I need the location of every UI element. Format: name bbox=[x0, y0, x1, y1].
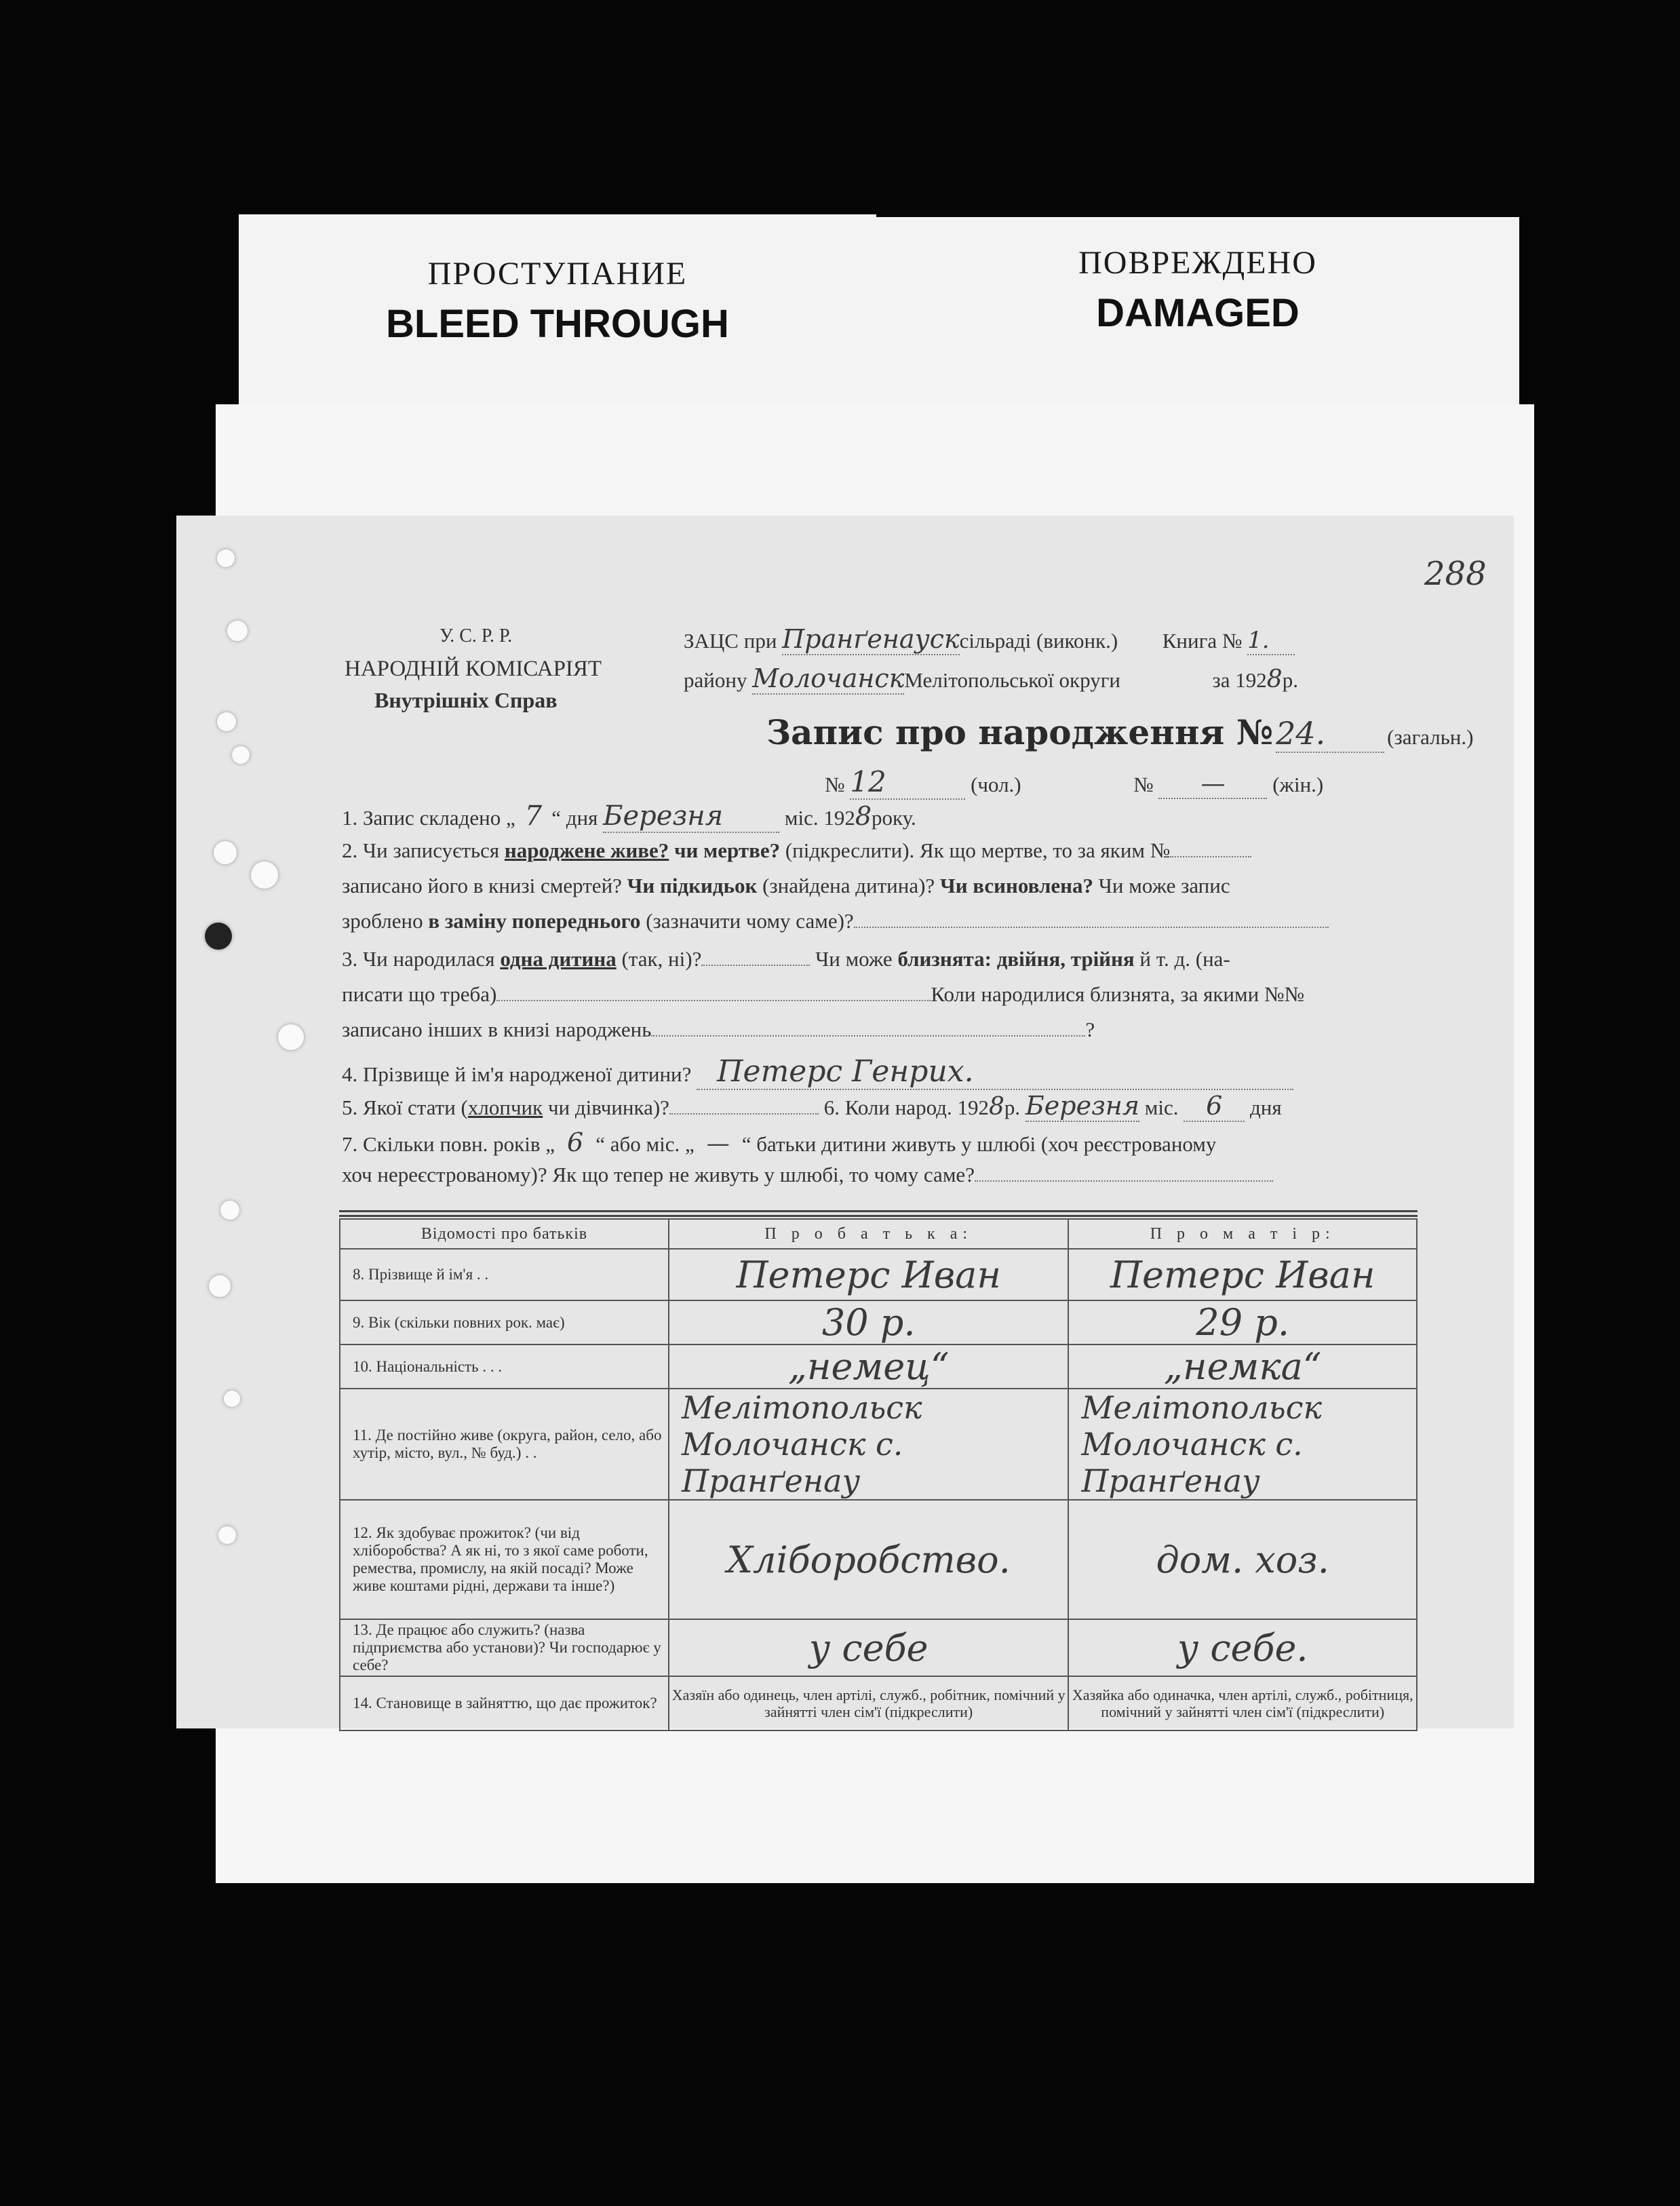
q2-l: (зазначити чому саме)? bbox=[646, 909, 854, 933]
bleed-through-card bbox=[239, 214, 876, 411]
question-7-line-1 bbox=[342, 1127, 1216, 1157]
question-4 bbox=[342, 1054, 1293, 1090]
parents-table bbox=[339, 1218, 1418, 1731]
damaged-label-en: DAMAGED bbox=[1096, 291, 1300, 335]
q5-c: чи дівчинка)? bbox=[547, 1096, 669, 1119]
table-row bbox=[340, 1344, 1417, 1389]
question-1 bbox=[342, 800, 916, 833]
birth-record-document bbox=[176, 516, 1514, 1728]
q3-d: Чи може bbox=[815, 947, 893, 971]
q3-g: писати що треба) bbox=[342, 982, 497, 1006]
q1-prefix: 1. Запис складено „ bbox=[342, 806, 515, 830]
q2-a: 2. Чи записується bbox=[342, 838, 500, 862]
raion-line bbox=[684, 663, 1298, 693]
mother-nationality: „немка“ bbox=[1068, 1344, 1417, 1389]
mother-name: Петерс Иван bbox=[1068, 1249, 1417, 1300]
question-2-line-3 bbox=[342, 909, 1329, 933]
q3-e: близнята: двійня, трійня bbox=[897, 947, 1135, 971]
q2-g: (знайдена дитина)? bbox=[762, 874, 935, 897]
punch-hole bbox=[251, 862, 278, 889]
q3-h: Коли народилися близнята, за якими №№ bbox=[931, 982, 1305, 1006]
record-title: Запис про народження № bbox=[766, 712, 1274, 752]
q1-day: 7 bbox=[524, 800, 543, 832]
punch-hole bbox=[217, 712, 236, 731]
q1-year: 8 bbox=[855, 801, 872, 831]
q7-a: 7. Скільки повн. років „ bbox=[342, 1132, 555, 1156]
q5-a: 5. Якої стати ( bbox=[342, 1096, 468, 1119]
marriage-years: 6 bbox=[567, 1127, 584, 1157]
question-7-line-2 bbox=[342, 1163, 1273, 1187]
question-2-line-1 bbox=[342, 838, 1251, 863]
q7-d: хоч нереєстрованому)? Як що тепер не живуть у шлюбі, то чому саме? bbox=[342, 1163, 975, 1186]
birth-month: Березня bbox=[1025, 1091, 1140, 1121]
bleed-through-label-en: BLEED THROUGH bbox=[386, 302, 729, 346]
punch-hole bbox=[209, 1275, 231, 1297]
header-mother: П р о м а т і р: bbox=[1068, 1219, 1417, 1249]
okruha: Мелітопольської округи bbox=[904, 668, 1121, 692]
q2-i: Чи може запис bbox=[1098, 874, 1230, 897]
header-internal-affairs: Внутрішніх Справ bbox=[374, 688, 558, 712]
row-label: 11. Де постійно живе (округа, район, село, або хутір, місто, вул., № буд.) . . bbox=[340, 1389, 669, 1500]
record-title-line bbox=[766, 712, 1473, 753]
q3-b: одна дитина bbox=[500, 947, 617, 971]
zags-prefix: ЗАЦС при bbox=[684, 629, 777, 653]
q2-b: народжене живе? bbox=[504, 838, 669, 862]
row-label: 13. Де працює або служить? (назва підприємства або установи)? Чи господарює у себе? bbox=[340, 1619, 669, 1676]
child-name: Петерс Генрих. bbox=[697, 1054, 1293, 1090]
q6-e: р. bbox=[1004, 1096, 1021, 1119]
question-3-line-2 bbox=[342, 982, 1304, 1007]
row-label: 9. Вік (скільки повних рок. має) bbox=[340, 1300, 669, 1344]
table-row bbox=[340, 1500, 1417, 1619]
row-label: 14. Становище в зайняттю, що дає прожиток? bbox=[340, 1676, 669, 1730]
record-subnumbers bbox=[825, 765, 1323, 800]
header-info: Відомості про батьків bbox=[340, 1219, 669, 1249]
q1-month: Березня bbox=[603, 800, 779, 833]
mother-age: 29 р. bbox=[1068, 1300, 1417, 1344]
question-3-line-1 bbox=[342, 947, 1230, 971]
q3-i: записано інших в книзі народжень bbox=[342, 1018, 652, 1041]
mother-residence: Мелітопольск Молочанск с. Пранґенау bbox=[1068, 1389, 1417, 1500]
table-row bbox=[340, 1619, 1417, 1676]
row-label: 8. Прізвище й ім'я . . bbox=[340, 1249, 669, 1300]
father-nationality: „немец“ bbox=[669, 1344, 1068, 1389]
q3-f: й т. д. (на- bbox=[1139, 947, 1230, 971]
marriage-months: — bbox=[706, 1130, 730, 1157]
female-no-sign: № bbox=[1133, 773, 1154, 796]
punch-hole bbox=[227, 621, 248, 641]
q6-g: дня bbox=[1250, 1096, 1282, 1119]
q2-d: (підкреслити). Як що мертве, то за яким № bbox=[785, 838, 1171, 862]
q1-mid: “ дня bbox=[551, 806, 598, 830]
header-father: П р о б а т ь к а: bbox=[669, 1219, 1068, 1249]
punch-hole bbox=[220, 1201, 239, 1220]
header-commissariat: НАРОДНІЙ КОМІСАРІЯТ bbox=[345, 657, 602, 681]
q2-f: Чи підкидьок bbox=[627, 874, 758, 897]
q3-a: 3. Чи народилася bbox=[342, 947, 495, 971]
raion-label: району bbox=[684, 668, 747, 692]
damaged-label-ru: ПОВРЕЖДЕНО bbox=[1078, 245, 1317, 281]
year-suffix: р. bbox=[1282, 668, 1298, 692]
table-row bbox=[340, 1249, 1417, 1300]
book-label: Книга № bbox=[1162, 629, 1243, 653]
punch-hole bbox=[232, 746, 250, 764]
father-age: 30 р. bbox=[669, 1300, 1068, 1344]
general-number: 24. bbox=[1276, 715, 1384, 753]
q2-c: чи мертве? bbox=[674, 838, 781, 862]
year-value: 8 bbox=[1266, 665, 1283, 693]
q3-c: (так, ні)? bbox=[621, 947, 702, 971]
question-5-6 bbox=[342, 1091, 1282, 1122]
mother-employment-status: Хазяйка або одиначка, член артілі, служб., робітниця, помічний у зайнятті член сім'ї (підкреслити) bbox=[1068, 1676, 1417, 1730]
header-ussr: У. С. Р. Р. bbox=[439, 625, 513, 646]
mother-workplace: у себе. bbox=[1068, 1619, 1417, 1676]
row-label: 10. Національність . . . bbox=[340, 1344, 669, 1389]
raion-value: Молочанск bbox=[752, 663, 905, 693]
punch-hole bbox=[218, 1526, 236, 1544]
q1-suffix: року. bbox=[872, 806, 916, 830]
q4-label: 4. Прізвище й ім'я народженої дитини? bbox=[342, 1062, 692, 1086]
q1-year-prefix: міс. 192 bbox=[784, 806, 855, 830]
zags-value: Пранґенауск bbox=[782, 624, 960, 654]
male-label: (чол.) bbox=[971, 773, 1021, 796]
table-header-row bbox=[340, 1219, 1417, 1249]
q7-b: “ або міс. „ bbox=[595, 1132, 695, 1156]
question-2-line-2 bbox=[342, 874, 1230, 898]
father-residence: Мелітопольск Молочанск с. Пранґенау bbox=[669, 1389, 1068, 1500]
table-row bbox=[340, 1676, 1417, 1730]
question-3-line-3 bbox=[342, 1018, 1095, 1042]
q3-j: ? bbox=[1085, 1018, 1095, 1041]
q5-b: хлопчик bbox=[467, 1096, 543, 1119]
birth-day: 6 bbox=[1184, 1091, 1245, 1122]
male-no-sign: № bbox=[825, 773, 845, 796]
q2-j: зроблено bbox=[342, 909, 423, 933]
q7-c: “ батьки дитини живуть у шлюбі (хоч реєстрованому bbox=[741, 1132, 1217, 1156]
mother-occupation: дом. хоз. bbox=[1068, 1500, 1417, 1619]
book-value: 1. bbox=[1247, 627, 1295, 655]
father-name: Петерс Иван bbox=[669, 1249, 1068, 1300]
father-workplace: у себе bbox=[669, 1619, 1068, 1676]
q2-e: записано його в книзі смертей? bbox=[342, 874, 622, 897]
punch-hole bbox=[205, 923, 232, 950]
q2-k: в заміну попереднього bbox=[428, 909, 641, 933]
zags-suffix: сільраді (виконк.) bbox=[959, 629, 1118, 653]
birth-year: 8 bbox=[988, 1093, 1004, 1121]
female-number: — bbox=[1158, 770, 1267, 799]
bleed-through-label-ru: ПРОСТУПАНИЕ bbox=[427, 256, 688, 292]
punch-hole bbox=[224, 1391, 240, 1407]
q6-f: міс. bbox=[1144, 1096, 1179, 1119]
q2-h: Чи всиновлена? bbox=[939, 874, 1093, 897]
general-label: (загальн.) bbox=[1387, 725, 1474, 749]
male-number: 12 bbox=[850, 765, 965, 800]
row-label: 12. Як здобуває прожиток? (чи від хліборобства? А як ні, то з якої саме роботи, ремества, промислу, на якій посаді? Може живе коштами рідні, держави та інше?) bbox=[340, 1500, 669, 1619]
page-number: 288 bbox=[1424, 555, 1487, 593]
punch-hole bbox=[217, 549, 235, 567]
year-prefix: за 192 bbox=[1212, 668, 1267, 692]
female-label: (жін.) bbox=[1272, 773, 1324, 796]
punch-hole bbox=[278, 1024, 304, 1050]
table-row bbox=[340, 1389, 1417, 1500]
table-row bbox=[340, 1300, 1417, 1344]
q6-year-prefix: 6. Коли народ. 192 bbox=[823, 1096, 989, 1119]
damaged-card bbox=[876, 217, 1519, 411]
zags-line bbox=[684, 624, 1295, 655]
table-top-rule bbox=[339, 1210, 1418, 1217]
punch-hole bbox=[214, 841, 237, 864]
father-occupation: Хліборобство. bbox=[669, 1500, 1068, 1619]
father-employment-status: Хазяїн або одинець, член артілі, служб., робітник, помічний у зайнятті член сім'ї (підкреслити) bbox=[669, 1676, 1068, 1730]
